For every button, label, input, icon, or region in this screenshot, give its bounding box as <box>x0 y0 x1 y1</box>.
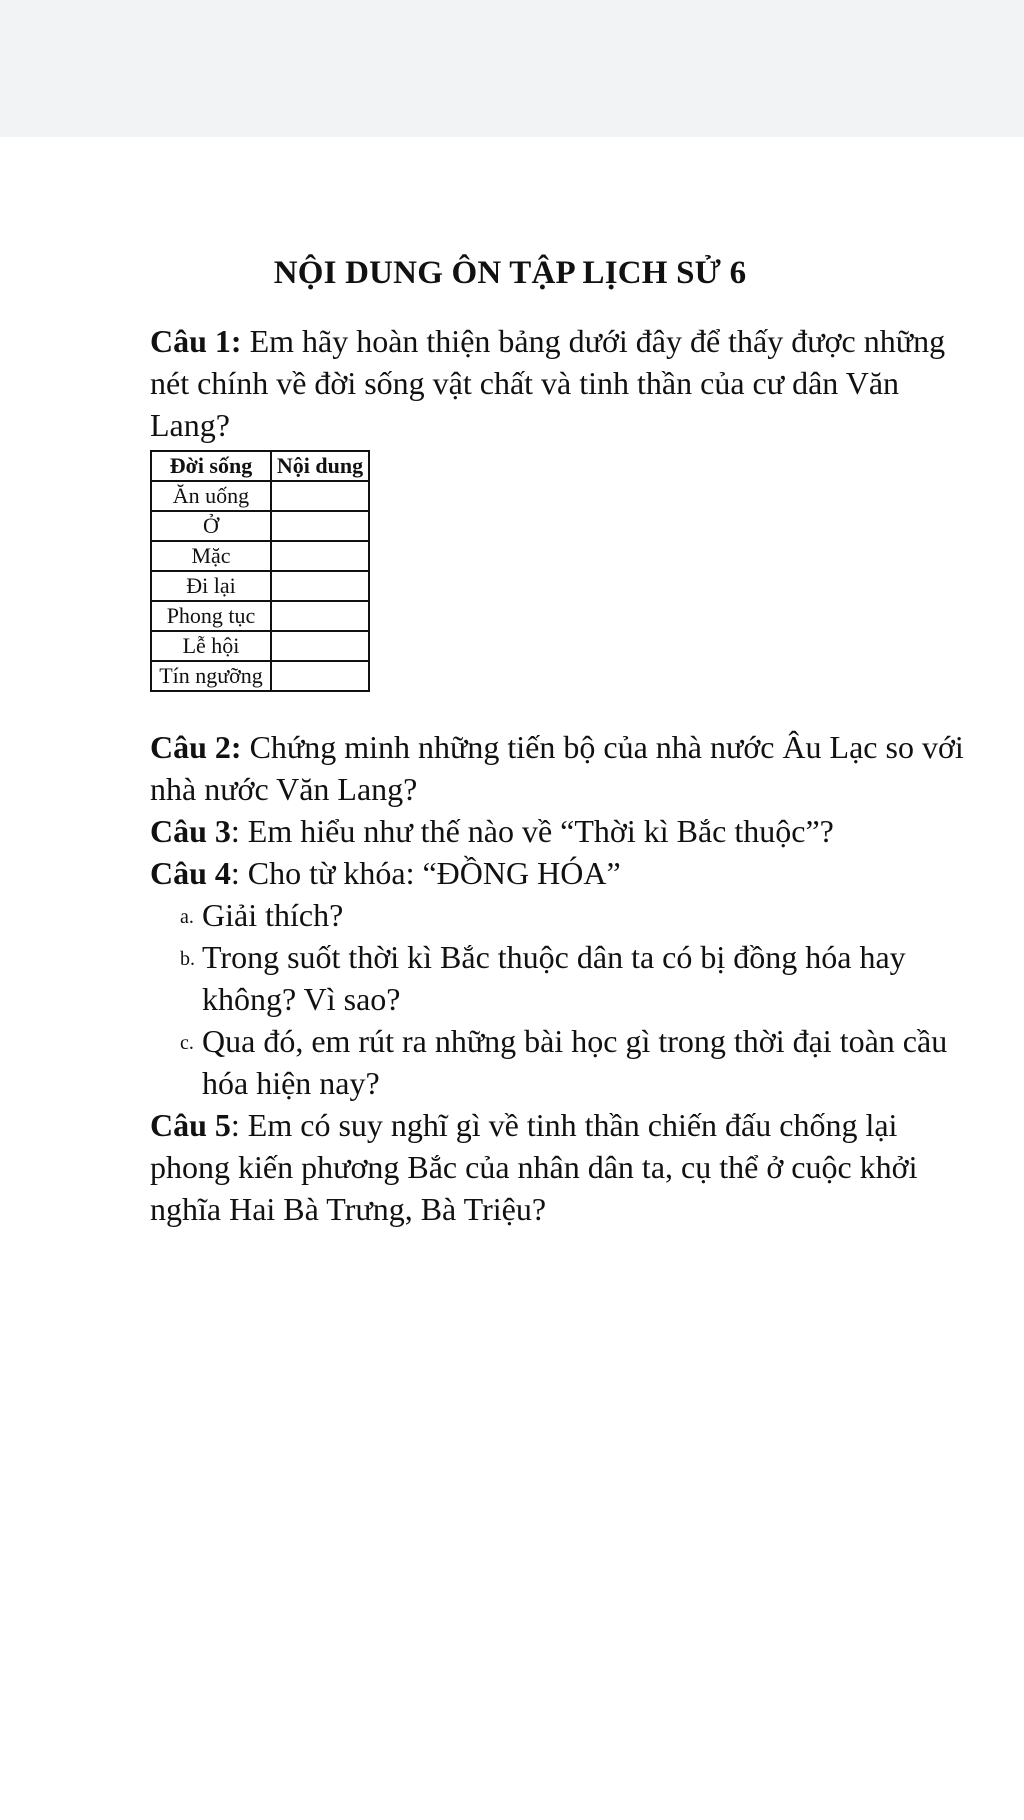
question-2 <box>150 726 970 810</box>
table-header-row <box>151 451 369 481</box>
table-cell-aspect: Mặc <box>151 541 271 571</box>
question-4-text: : Cho từ khóa: “ĐỒNG HÓA” <box>230 855 621 891</box>
table-cell-aspect: Ở <box>151 511 271 541</box>
table-cell-aspect: Ăn uống <box>151 481 271 511</box>
document-page <box>150 255 970 1230</box>
list-item <box>150 936 962 1020</box>
table-cell-aspect: Phong tục <box>151 601 271 631</box>
question-3-text: : Em hiểu như thế nào về “Thời kì Bắc thuộc”? <box>230 813 834 849</box>
question-3-number: Câu 3 <box>150 813 231 849</box>
table-cell-empty <box>271 571 369 601</box>
list-item-text: Qua đó, em rút ra những bài học gì trong thời đại toàn cầu hóa hiện nay? <box>202 1023 948 1101</box>
question-4-subitems <box>150 894 970 1104</box>
table-cell-empty <box>271 511 369 541</box>
table-cell-empty <box>271 601 369 631</box>
question-3 <box>150 810 970 852</box>
question-5 <box>150 1104 970 1230</box>
question-1 <box>150 320 960 446</box>
table-cell-empty <box>271 661 369 691</box>
table-row <box>151 541 369 571</box>
table-row <box>151 601 369 631</box>
list-marker: b. <box>180 948 195 970</box>
question-4 <box>150 852 970 894</box>
question-1-number: Câu 1: <box>150 323 242 359</box>
question-2-number: Câu 2: <box>150 729 242 765</box>
list-marker: c. <box>180 1032 194 1054</box>
table-cell-aspect: Tín ngưỡng <box>151 661 271 691</box>
question-2-text: Chứng minh những tiến bộ của nhà nước Âu Lạc so với nhà nước Văn Lang? <box>150 729 964 807</box>
table-row <box>151 571 369 601</box>
table-cell-aspect: Lễ hội <box>151 631 271 661</box>
top-bar <box>0 0 1024 137</box>
page-title: NỘI DUNG ÔN TẬP LỊCH SỬ 6 <box>273 255 747 291</box>
list-item <box>150 1020 962 1104</box>
table-row <box>151 661 369 691</box>
question-1-text: Em hãy hoàn thiện bảng dưới đây để thấy được những nét chính về đời sống vật chất và tinh thần của cư dân Văn Lang? <box>150 323 946 443</box>
list-marker: a. <box>180 906 194 928</box>
question-4-number: Câu 4 <box>150 855 231 891</box>
table-cell-empty <box>271 541 369 571</box>
question-5-number: Câu 5 <box>150 1107 231 1143</box>
question-5-text: : Em có suy nghĩ gì về tinh thần chiến đấu chống lại phong kiến phương Bắc của nhân dân ta, cụ thể ở cuộc khởi nghĩa Hai Bà Trưng, Bà Triệu? <box>150 1107 918 1227</box>
table-header-life: Đời sống <box>151 451 271 481</box>
table-row <box>151 631 369 661</box>
list-item-text: Giải thích? <box>202 897 344 933</box>
table-row <box>151 481 369 511</box>
table-header-content: Nội dung <box>271 451 369 481</box>
list-item-text: Trong suốt thời kì Bắc thuộc dân ta có bị đồng hóa hay không? Vì sao? <box>202 939 906 1017</box>
table-row <box>151 511 369 541</box>
table-cell-aspect: Đi lại <box>151 571 271 601</box>
table-cell-empty <box>271 481 369 511</box>
list-item <box>150 894 962 936</box>
table-cell-empty <box>271 631 369 661</box>
life-table <box>150 450 370 692</box>
